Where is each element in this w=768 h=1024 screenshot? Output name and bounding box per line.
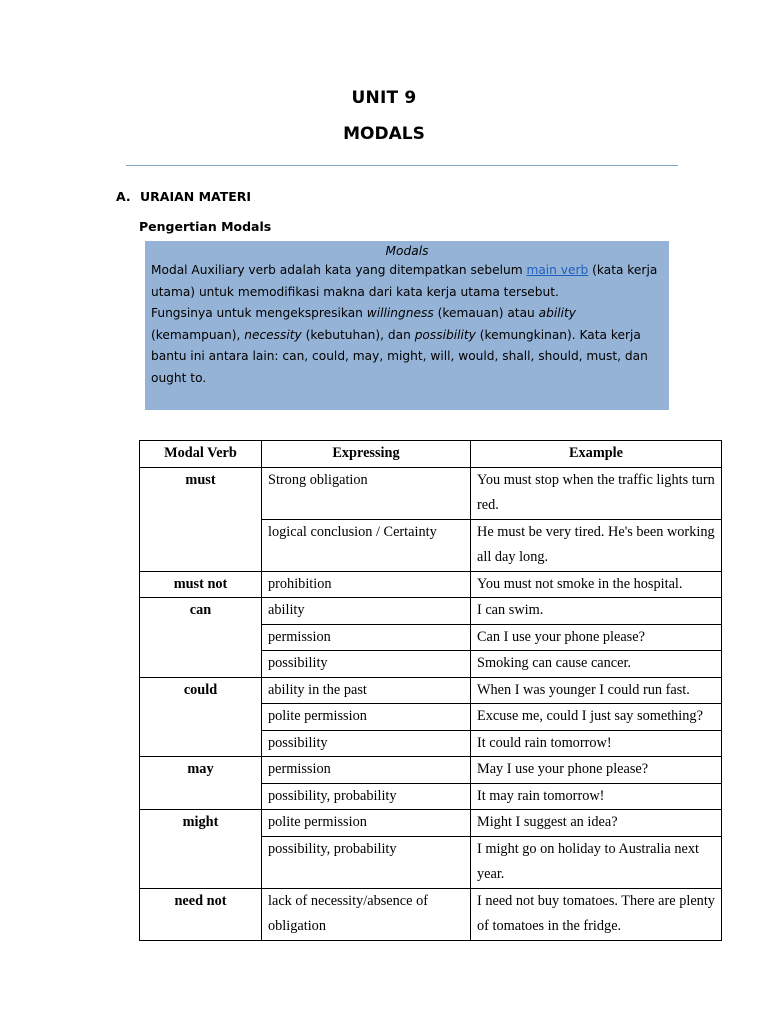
table-row bbox=[140, 677, 722, 704]
function-paragraph bbox=[151, 303, 663, 389]
table-body bbox=[140, 467, 722, 940]
function-text: (kemungkinan). Kata kerja bantu ini antara lain: can, could, may, might, will, would, shall, should, must, dan ought to. bbox=[151, 327, 648, 385]
table-row bbox=[140, 757, 722, 784]
sub-heading: Pengertian Modals bbox=[139, 219, 272, 234]
example-cell: You must not smoke in the hospital. bbox=[471, 571, 722, 598]
example-cell: May I use your phone please? bbox=[471, 757, 722, 784]
expressing-cell: possibility, probability bbox=[262, 836, 471, 888]
example-cell: Might I suggest an idea? bbox=[471, 810, 722, 837]
expressing-cell: logical conclusion / Certainty bbox=[262, 519, 471, 571]
modal-verb-cell: need not bbox=[140, 888, 262, 940]
definition-paragraph bbox=[151, 260, 663, 303]
example-cell: When I was younger I could run fast. bbox=[471, 677, 722, 704]
table-row bbox=[140, 467, 722, 519]
term-possibility: possibility bbox=[414, 327, 476, 342]
expressing-cell: permission bbox=[262, 624, 471, 651]
modal-verb-cell: may bbox=[140, 757, 262, 810]
expressing-cell: ability in the past bbox=[262, 677, 471, 704]
example-cell: Can I use your phone please? bbox=[471, 624, 722, 651]
function-text: (kebutuhan), dan bbox=[301, 327, 415, 342]
example-cell: It may rain tomorrow! bbox=[471, 783, 722, 810]
term-necessity: necessity bbox=[244, 327, 302, 342]
title-divider bbox=[126, 165, 678, 166]
function-text: Fungsinya untuk mengekspresikan bbox=[151, 306, 367, 320]
function-text: (kemauan) atau bbox=[433, 306, 539, 320]
term-ability: ability bbox=[538, 306, 577, 320]
expressing-cell: possibility, probability bbox=[262, 783, 471, 810]
main-verb-link[interactable]: main verb bbox=[526, 263, 589, 277]
page-title: MODALS bbox=[343, 124, 425, 144]
section-letter: A. bbox=[116, 189, 131, 204]
expressing-cell: permission bbox=[262, 757, 471, 784]
header-modal-verb: Modal Verb bbox=[140, 441, 262, 468]
expressing-cell: possibility bbox=[262, 730, 471, 757]
table-row bbox=[140, 888, 722, 940]
modal-verb-cell: could bbox=[140, 677, 262, 757]
table-row bbox=[140, 571, 722, 598]
example-cell: Smoking can cause cancer. bbox=[471, 651, 722, 678]
definition-box bbox=[145, 241, 669, 410]
section-heading bbox=[116, 189, 251, 204]
expressing-cell: lack of necessity/absence of obligation bbox=[262, 888, 471, 940]
table-row bbox=[140, 810, 722, 837]
modal-verb-cell: can bbox=[140, 598, 262, 678]
expressing-cell: polite permission bbox=[262, 810, 471, 837]
example-cell: I need not buy tomatoes. There are plenty of tomatoes in the fridge. bbox=[471, 888, 722, 940]
modal-verb-cell: might bbox=[140, 810, 262, 889]
example-cell: It could rain tomorrow! bbox=[471, 730, 722, 757]
definition-box-title: Modals bbox=[385, 244, 429, 258]
table-header-row bbox=[140, 441, 722, 468]
definition-text: Modal Auxiliary verb adalah kata yang ditempatkan sebelum bbox=[151, 263, 527, 277]
example-cell: You must stop when the traffic lights turn red. bbox=[471, 467, 722, 519]
modal-verb-cell: must bbox=[140, 467, 262, 571]
header-expressing: Expressing bbox=[262, 441, 471, 468]
expressing-cell: ability bbox=[262, 598, 471, 625]
table-row bbox=[140, 598, 722, 625]
example-cell: I can swim. bbox=[471, 598, 722, 625]
expressing-cell: polite permission bbox=[262, 704, 471, 731]
term-willingness: willingness bbox=[366, 306, 434, 320]
header-example: Example bbox=[471, 441, 722, 468]
expressing-cell: prohibition bbox=[262, 571, 471, 598]
modal-verb-cell: must not bbox=[140, 571, 262, 598]
example-cell: Excuse me, could I just say something? bbox=[471, 704, 722, 731]
modals-table bbox=[139, 440, 722, 941]
unit-number: UNIT 9 bbox=[351, 88, 417, 108]
expressing-cell: possibility bbox=[262, 651, 471, 678]
function-text: (kemampuan), bbox=[151, 327, 245, 342]
definition-text-cont: (kata kerja utama) untuk memodifikasi makna dari kata kerja utama tersebut. bbox=[151, 263, 658, 299]
example-cell: I might go on holiday to Australia next year. bbox=[471, 836, 722, 888]
expressing-cell: Strong obligation bbox=[262, 467, 471, 519]
example-cell: He must be very tired. He's been working all day long. bbox=[471, 519, 722, 571]
section-title: URAIAN MATERI bbox=[140, 189, 252, 204]
